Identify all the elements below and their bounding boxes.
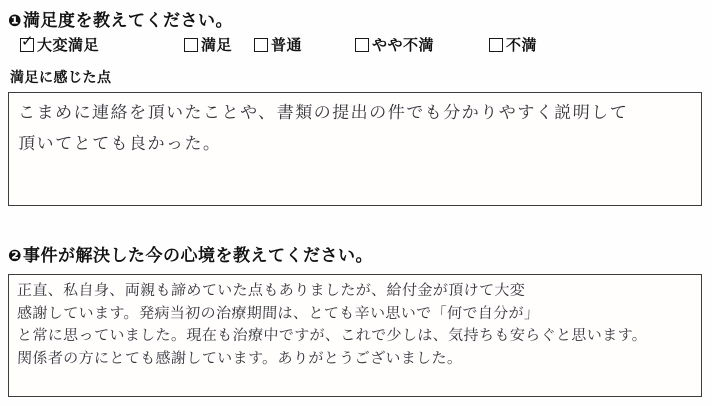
satisfaction-options-row <box>0 31 712 56</box>
question1-title: 満足度を教えてください。 <box>23 11 234 30</box>
option-label: 普通 <box>271 38 303 54</box>
option-very-satisfied <box>20 31 100 55</box>
check-icon: ✓ <box>21 31 34 50</box>
answer-box-satisfaction-points <box>8 92 702 206</box>
handwritten-line: 感謝しています。発病当初の治療期間は、とても辛い思いで「何で自分が」 <box>16 303 540 322</box>
checkbox-very-satisfied[interactable] <box>20 31 34 52</box>
option-label: 大変満足 <box>37 38 100 54</box>
question1-heading <box>8 6 233 31</box>
handwritten-line: 頂いてとても良かった。 <box>17 134 222 154</box>
handwritten-line: と常に思っていました。現在も治療中ですが、これで少しは、気持ちも安らぐと思います。 <box>16 326 648 344</box>
checkbox-neutral[interactable] <box>254 38 268 52</box>
circled-number-1-icon: ❶ <box>8 11 23 30</box>
handwritten-line: 正直、私自身、両親も諦めていた点もありましたが、給付金が頂けて大変 <box>16 281 526 299</box>
option-dissatisfied <box>489 34 537 55</box>
checkbox-somewhat-dissatisfied[interactable] <box>355 38 369 52</box>
option-satisfied <box>184 34 232 55</box>
circled-number-2-icon: ❷ <box>8 246 23 265</box>
question2-heading <box>8 241 373 266</box>
answer-box-current-feelings <box>8 274 702 397</box>
option-neutral <box>254 34 302 55</box>
checkbox-satisfied[interactable] <box>184 38 198 52</box>
checkbox-dissatisfied[interactable] <box>489 38 503 52</box>
handwritten-line: こまめに連絡を頂いたことや、書類の提出の件でも分かりやすく説明して <box>17 103 629 123</box>
option-label: やや不満 <box>372 38 435 54</box>
question2-title: 事件が解決した今の心境を教えてください。 <box>23 246 374 265</box>
option-label: 満足 <box>201 38 233 54</box>
handwritten-line: 関係者の方にとても感謝しています。ありがとうございました。 <box>16 348 463 367</box>
satisfaction-points-label: 満足に感じた点 <box>10 71 112 86</box>
option-label: 不満 <box>506 38 538 54</box>
option-somewhat-dissatisfied <box>355 34 434 55</box>
